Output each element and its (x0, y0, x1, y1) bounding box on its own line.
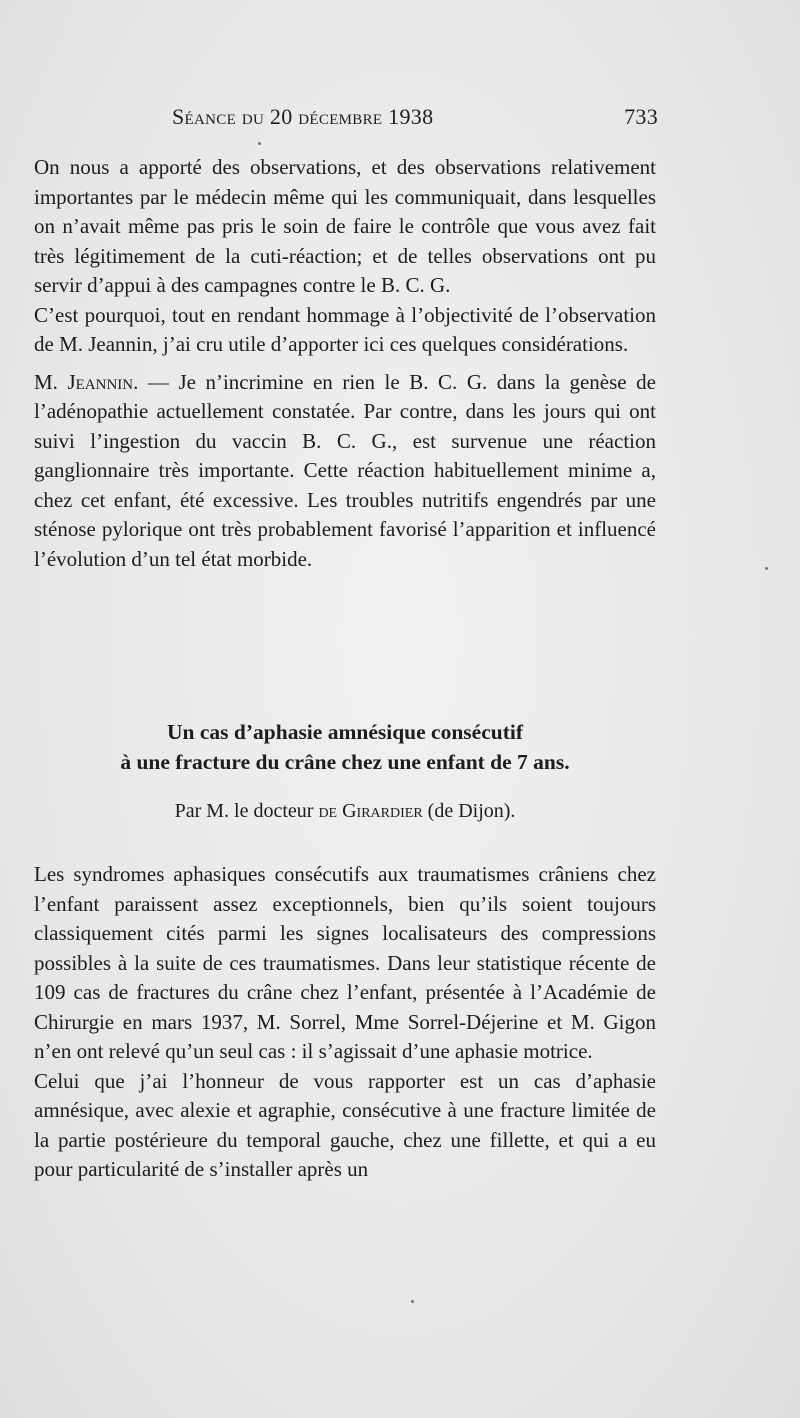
article-title (34, 717, 656, 777)
byline-prefix: Par M. le docteur (174, 800, 314, 822)
paragraph-case: Celui que j’ai l’honneur de vous rapporter est un cas d’aphasie amnésique, avec alexie et agraphie, consécutive à une fracture limitée de la partie postérieure du temporal gauche, chez une fillette, et qui a eu pour particularité de s’installer après un (34, 1068, 656, 1181)
reply-text: — Je n’incrimine en rien le B. C. G. dans la genèse de l’adénopathie actuellement constatée. Par contre, dans les jours qui ont suivi l’ingestion du vaccin B. C. G., est survenue une réaction ganglionnaire très importante. Cette réaction habituellement minime a, chez cet enfant, été excessive. Les troubles nutritifs engendrés par une sténose pylorique ont très probablement favorisé l’apparition et influencé l’évolution d’un tel état morbide. (34, 369, 656, 571)
article-title-line-1: Un cas d’aphasie amnésique consécutif (167, 720, 523, 744)
article-title-line-2: à une fracture du crâne chez une enfant de 7 ans. (120, 750, 570, 774)
byline-author: de Girardier (318, 800, 423, 822)
running-head (172, 104, 658, 136)
paper-speck (411, 1300, 414, 1303)
discussion-text (34, 153, 656, 574)
paragraph-observations: On nous a apporté des observations, et des observations relativement importantes par le médecin même qui les communiquait, dans lesquelles on n’avait même pas pris le soin de faire le contrôle que vous avez fait très légitimement de la cuti-réaction; et de telles observations ont pu servir d’appui à des campagnes contre le B. C. G. (34, 155, 656, 297)
article-byline (34, 797, 656, 825)
page-number: 733 (624, 104, 658, 129)
running-head-title: Séance du 20 décembre 1938 (172, 104, 434, 129)
paragraph-syndromes: Les syndromes aphasiques consécutifs aux traumatismes crâniens chez l’enfant paraissent assez exceptionnels, bien qu’ils soient toujours classiquement cités parmi les signes localisateurs des compressions possibles à la suite de ces traumatismes. Dans leur statistique récente de 109 cas de fractures du crâne chez l’enfant, présentée à l’Académie de Chirurgie en mars 1937, M. Sorrel, Mme Sorrel-Déjerine et M. Gigon n’en ont relevé qu’un seul cas : il s’agissait d’une aphasie motrice. (34, 862, 656, 1063)
speaker-name: M. Jeannin. (34, 369, 139, 394)
paper-speck (765, 567, 768, 570)
paper-speck (258, 142, 261, 145)
article-body (34, 860, 656, 1185)
paragraph-considerations: C’est pourquoi, tout en rendant hommage à l’objectivité de l’observation de M. Jeannin, j’ai cru utile d’apporter ici ces quelques considérations. (34, 302, 656, 356)
byline-suffix: (de Dijon). (427, 800, 516, 822)
paragraph-reply (34, 368, 656, 575)
